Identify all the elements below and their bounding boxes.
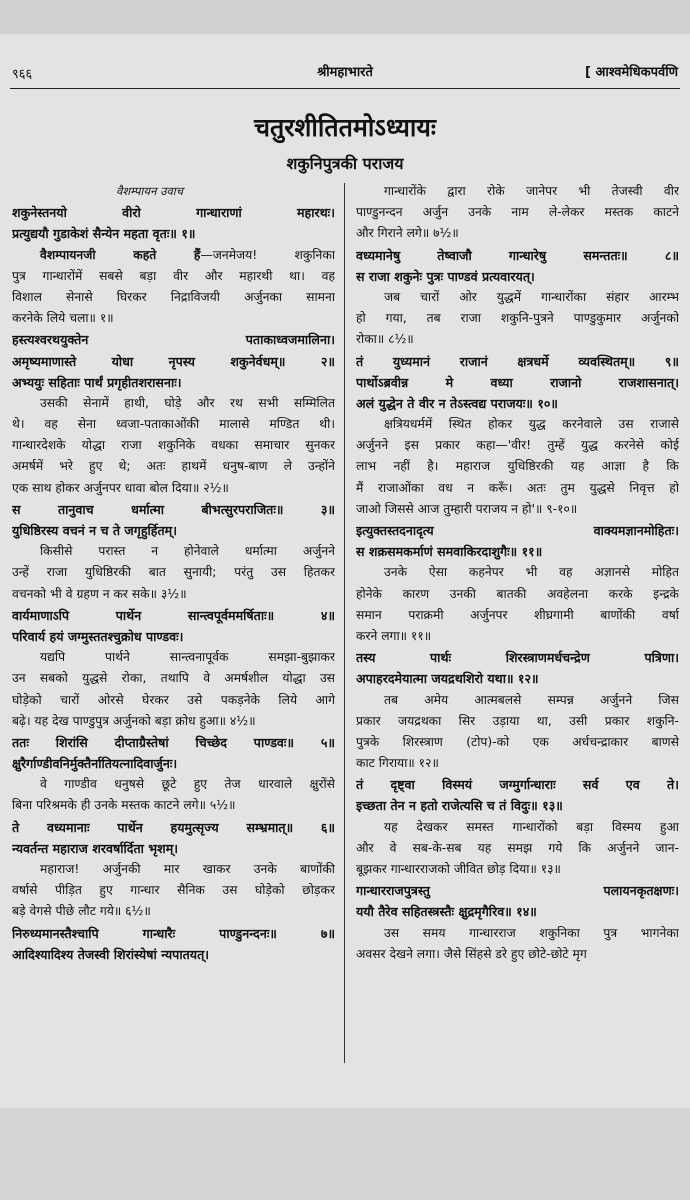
sanskrit-verse-line: वध्यमानेषु तेष्वाजौ गान्धारेषु समन्ततः॥ ८॥ [356, 247, 679, 263]
sanskrit-verse-line: स तानुवाच धर्मात्मा बीभत्सुरपराजितः॥ ३॥ [12, 501, 335, 517]
sanskrit-verse-line: तस्य पार्थः शिरस्त्राणमर्धचन्द्रेण पत्रिणा। [356, 650, 679, 666]
translation-line: घोड़ेको चारों ओरसे घेरकर उसे पकड़नेके लिये आगे [12, 692, 335, 707]
book-title: श्रीमहाभारते [317, 65, 373, 80]
sanskrit-verse-line: इच्छता तेन न हतो राजेत्यसि च तं विदुः॥ १३॥ [356, 798, 563, 814]
sanskrit-verse-line: शकुनेस्तनयो वीरो गान्धाराणां महारथः। [12, 205, 335, 221]
translation-line: वर्षासे पीड़ित हुए गान्धार सैनिक उस घोड़ेको छोड़कर [12, 883, 335, 898]
translation-line: उसकी सेनामें हाथी, घोड़े और रथ सभी सम्मिलित [40, 395, 335, 410]
speaker-name: वैशम्पायनजी कहते हैं [40, 247, 201, 262]
translation-line: और गिराने लगे॥ ७½॥ [356, 226, 459, 241]
translation-line: उन सबको युद्धसे रोका, तथापि वे अमर्षशील योद्धा उस [12, 671, 335, 686]
sanskrit-verse-line: ततः शिरांसि दीप्ताग्रैस्तेषां चिच्छेद पाण्डवः॥ ५॥ [12, 734, 335, 750]
sanskrit-verse-line: पार्थोऽब्रवीन्न मे वध्या राजानो राजशासनात्। [356, 374, 679, 390]
chapter-title: चतुरशीतितमोऽध्यायः [254, 113, 436, 142]
translation-line: अवसर देखने लगा। जैसे सिंहसे डरे हुए छोटे-छोटे मृग [356, 946, 587, 961]
column-divider [344, 183, 345, 1063]
translation-line: उनके ऐसा कहनेपर भी वह अज्ञानसे मोहित [384, 565, 679, 580]
translation-line: पाण्डुनन्दन अर्जुन उनके नाम ले-लेकर मस्तक काटने [356, 205, 679, 220]
translation-line: मैं राजाओंका वध न करूँ। अतः तुम युद्धसे निवृत्त हो [356, 480, 679, 495]
sanskrit-verse-line: अमृष्यमाणास्ते योधा नृपस्य शकुनेर्वधम्॥ २॥ [12, 353, 335, 369]
sanskrit-verse-line: अपाहरदमेयात्मा जयद्रथशिरो यथा॥ १२॥ [356, 671, 539, 687]
sanskrit-verse-line: परिवार्य हयं जग्मुस्ततश्चुक्रोध पाण्डवः। [12, 628, 184, 644]
translation-line: बढ़े। यह देख पाण्डुपुत्र अर्जुनको बड़ा क्रोध हुआ॥ ४½॥ [12, 713, 256, 728]
translation-line: वे गाण्डीव धनुषसे छूटे हुए तेज धारवाले क्षुरोंसे [40, 777, 335, 792]
translation-line: गान्धारदेशके योद्धा राजा शकुनिके वधका समाचार सुनकर [12, 438, 335, 453]
translation-line: यह देखकर समस्त गान्धारोंको बड़ा विस्मय हुआ [384, 819, 679, 834]
left-column [12, 181, 335, 1061]
chapter-subtitle: शकुनिपुत्रकी पराजय [286, 154, 404, 173]
translation-line: वचनको भी वे ग्रहण न कर सके॥ ३½॥ [12, 586, 187, 601]
sanskrit-verse-line: ययौ तैरेव सहितस्त्रस्तैः क्षुद्रमृगैरिव॥ १४॥ [356, 904, 537, 920]
translation-line: बड़े वेगसे पीछे लौट गये॥ ६½॥ [12, 904, 151, 919]
translation-line: विशाल सेनासे घिरकर निद्राविजयी अर्जुनका सामना [12, 289, 335, 304]
translation-line: लाभ नहीं है। महाराज युधिष्ठिरकी यह आज्ञा है कि [356, 459, 679, 474]
bottom-margin [0, 1108, 690, 1200]
page-number: ९६६ [12, 67, 33, 82]
header-rule [10, 88, 680, 89]
translation-line: होनेके कारण उनकी बातकी अवहेलना करके इन्द्रके [356, 586, 679, 601]
translation-line: थे। वह सेना ध्वजा-पताकाओंकी मालासे मण्डित थी। [12, 417, 335, 432]
sanskrit-verse-line: न्यवर्तन्त महाराज शरवर्षार्दिता भृशम्। [12, 840, 179, 856]
translation-line: गान्धारोंके द्वारा रोके जानेपर भी तेजस्वी वीर [384, 184, 679, 198]
translation-line: बूझकर गान्धारराजको जीवित छोड़ दिया॥ १३॥ [356, 862, 561, 876]
sanskrit-verse-line: तं युध्यमानं राजानं क्षत्रधर्मे व्यवस्थितम्॥ ९॥ [356, 353, 679, 369]
sanskrit-verse-line: तं दृष्ट्वा विस्मयं जग्मुर्गान्धाराः सर्व एव ते। [356, 777, 679, 793]
translation-line: बिना परिश्रमके ही उनके मस्तक काटने लगे॥ ५½॥ [12, 798, 236, 813]
translation-line: एक साथ होकर अर्जुनपर धावा बोल दिया॥ २½॥ [12, 480, 229, 495]
sanskrit-verse-line: स शक्रसमकर्माणं समवाकिरदाशुगैः॥ ११॥ [356, 544, 543, 560]
sanskrit-verse-line: ते वध्यमानाः पार्थेन हयमुत्सृज्य सम्भ्रमात्॥ ६॥ [12, 819, 335, 835]
sanskrit-verse-line: युधिष्ठिरस्य वचनं न च ते जगृहुर्हितम्। [12, 523, 177, 538]
translation-text: —जनमेजय! शकुनिका [200, 247, 335, 262]
translation-line: तब अमेय आत्मबलसे सम्पन्न अर्जुनने जिस [384, 692, 679, 707]
sanskrit-verse-line: अलं युद्धेन ते वीर न तेऽस्त्वद्य पराजयः॥ १०॥ [356, 395, 558, 411]
translation-line: प्रकार जयद्रथका सिर उड़ाया था, उसी प्रकार शकुनि- [356, 713, 679, 728]
translation-line: करने लगा॥ ११॥ [356, 628, 432, 643]
sanskrit-verse-line: गान्धारराजपुत्रस्तु पलायनकृतक्षणः। [356, 883, 679, 899]
translation-line: हो गया, तब राजा शकुनि-पुत्रने पाण्डुकुमार अर्जुनको [356, 311, 679, 326]
sanskrit-verse-line: स राजा शकुनेः पुत्रः पाण्डवं प्रत्यवारयत्। [356, 268, 535, 284]
translation-line: रोका॥ ८½॥ [356, 332, 414, 347]
translation-line [12, 245, 335, 266]
translation-line: जाओ जिससे आज तुम्हारी पराजय न हो'॥ ९-१०॥ [356, 501, 578, 516]
translation-line: और वे सब-के-सब यह समझ गये कि अर्जुनने जान- [356, 840, 679, 855]
translation-line: क्षत्रियधर्ममें स्थित होकर युद्ध करनेवाले उस राजासे [384, 417, 679, 432]
translation-line: उन्हें राजा युधिष्ठिरकी बात सुनायी; परंतु उस हितकर [12, 565, 335, 580]
translation-line: करनेके लिये चला॥ १॥ [12, 311, 114, 326]
translation-line: जब चारों ओर युद्धमें गान्धारोंका संहार आरम्भ [384, 289, 679, 304]
sanskrit-verse-line: क्षुरैर्गाण्डीवनिर्मुक्तैर्नातियत्नादिवार्जुनः। [12, 756, 178, 772]
translation-line: अमर्षमें भरे हुए थे; अतः हाथमें धनुष-बाण ले उन्होंने [12, 459, 335, 474]
top-margin [0, 0, 690, 34]
sanskrit-verse-line: निरुध्यमानस्तैश्चापि गान्धारैः पाण्डुनन्दनः॥ ७॥ [12, 925, 335, 941]
section-title: [ आश्वमेधिकपर्वणि [584, 65, 678, 80]
translation-line: समान पराक्रमी अर्जुनपर शीघ्रगामी बाणोंकी वर्षा [356, 607, 679, 622]
speaker-label: वैशम्पायन उवाच [116, 184, 184, 198]
translation-line: उस समय गान्धारराज शकुनिका पुत्र भागनेका [384, 925, 679, 940]
page-header [12, 60, 678, 86]
translation-line: किसीसे परास्त न होनेवाले धर्मात्मा अर्जुनने [40, 544, 335, 559]
right-column [356, 181, 679, 1061]
translation-line: महाराज! अर्जुनकी मार खाकर उनके बाणोंकी [40, 862, 335, 876]
sanskrit-verse-line: अभ्ययुः सहिताः पार्थं प्रगृहीतशरासनाः। [12, 374, 182, 390]
sanskrit-verse-line: इत्युक्तस्तदनादृत्य वाक्यमज्ञानमोहितः। [356, 523, 679, 538]
translation-line: काट गिराया॥ १२॥ [356, 756, 439, 771]
translation-line: अर्जुनने इस प्रकार कहा—'वीर! तुम्हें युद्ध करनेसे कोई [356, 438, 679, 453]
sanskrit-verse-line: प्रत्युद्ययौ गुडाकेशं सैन्येन महता वृतः॥ १॥ [12, 226, 196, 242]
sanskrit-verse-line: हस्त्यश्वरथयुक्तेन पताकाध्वजमालिना। [12, 332, 335, 348]
translation-line: पुत्र गान्धारोंमें सबसे बड़ा वीर और महारथी था। वह [12, 268, 335, 283]
translation-line: यद्यपि पार्थने सान्त्वनापूर्वक समझा-बुझाकर [40, 650, 335, 665]
sanskrit-verse-line: वार्यमाणाऽपि पार्थेन सान्त्वपूर्वममर्षिताः॥ ४॥ [12, 607, 335, 623]
sanskrit-verse-line: आदिश्यादिश्य तेजस्वी शिरांस्येषां न्यपातयत्। [12, 946, 210, 962]
translation-line: पुत्रके शिरस्त्राण (टोप)-को एक अर्धचन्द्राकार बाणसे [356, 734, 679, 749]
